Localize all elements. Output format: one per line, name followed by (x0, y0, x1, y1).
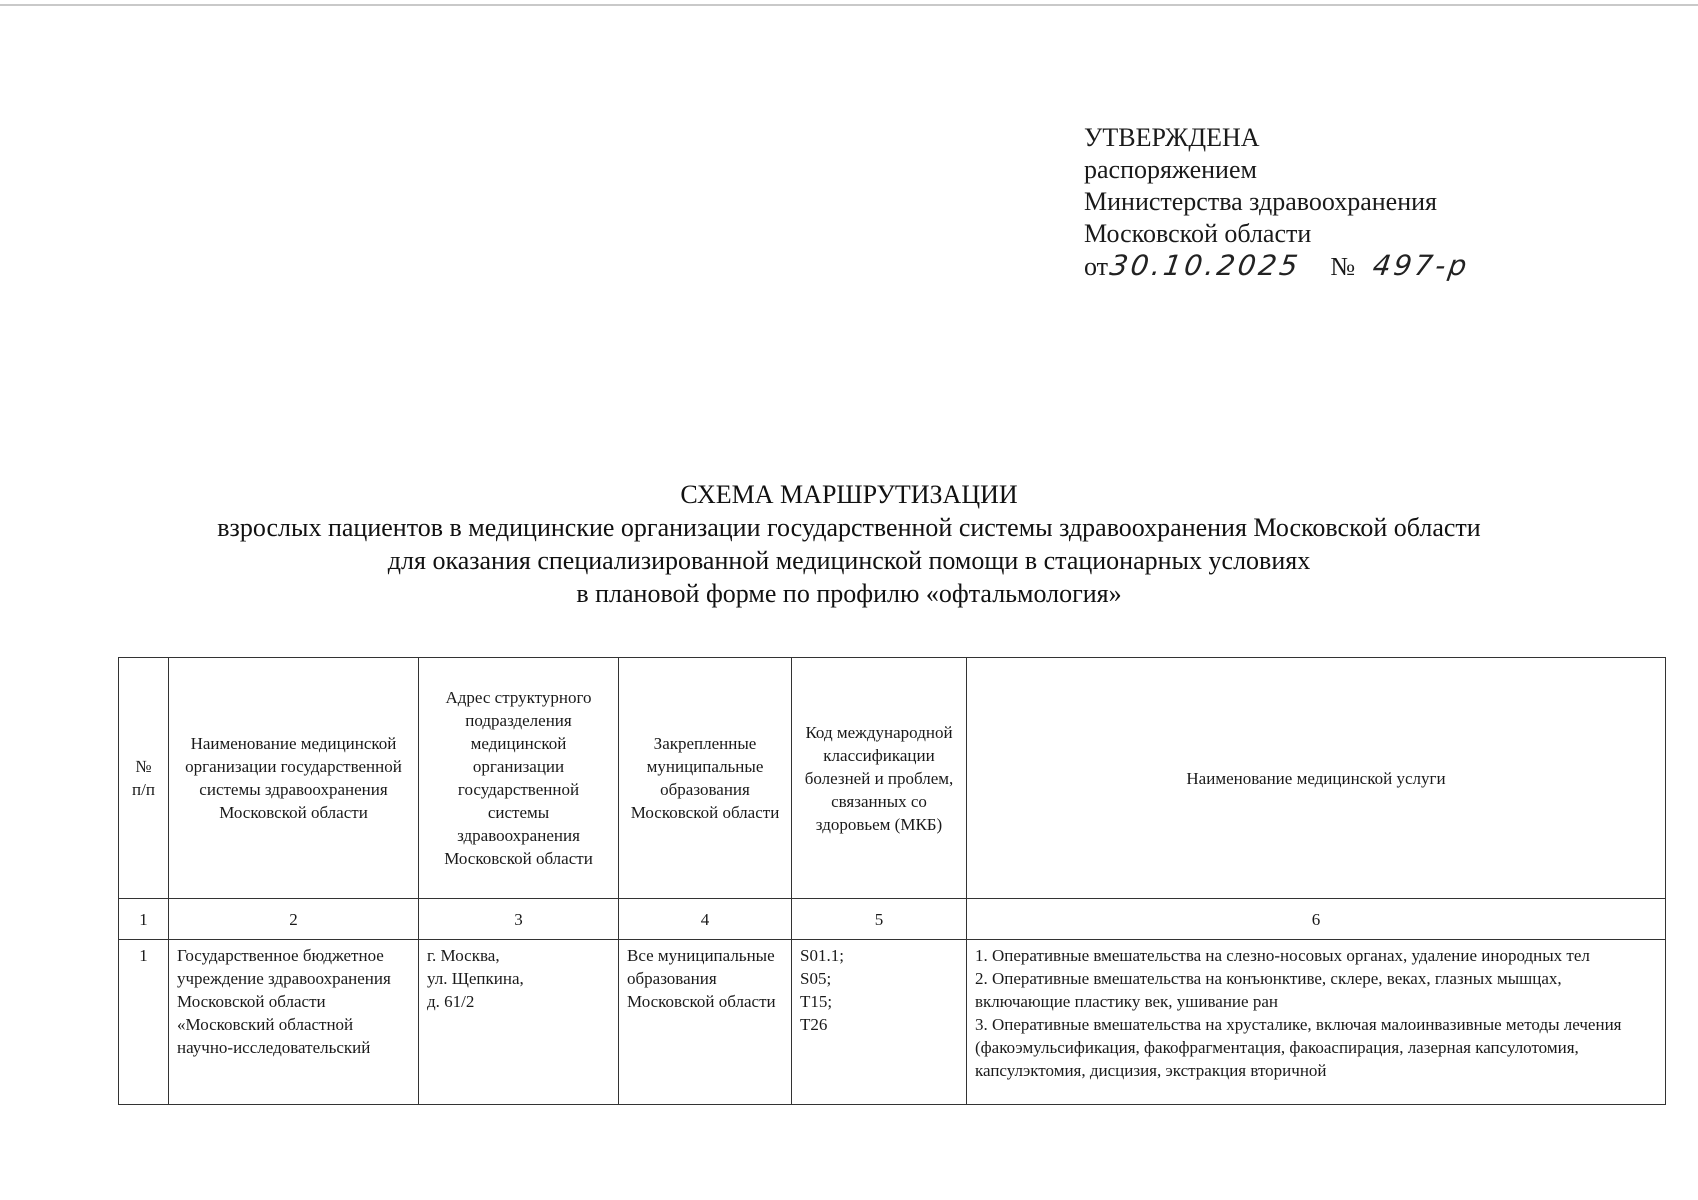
routing-table (118, 657, 1666, 1105)
row-icd-codes (792, 940, 967, 1105)
approval-stamp-block (1084, 122, 1644, 283)
approval-number-label: № (1330, 252, 1356, 281)
icd-code: S05; (800, 969, 832, 988)
column-number: 3 (419, 899, 619, 940)
column-number: 5 (792, 899, 967, 940)
row-municipalities: Все муниципальные образования Московской области (619, 940, 792, 1105)
header-icd-code: Код международной классификации болезней и проблем, связанных со здоровьем (МКБ) (792, 658, 967, 899)
address-line: г. Москва, (427, 946, 500, 965)
approval-date-number-line (1084, 250, 1644, 283)
approval-number: 497-р (1370, 249, 1472, 282)
row-number: 1 (119, 940, 169, 1105)
header-municipalities: Закрепленные муниципальные образования Московской области (619, 658, 792, 899)
service-item: 1. Оперативные вмешательства на слезно-носовых органах, удаление инородных тел (975, 946, 1590, 965)
header-number: № п/п (119, 658, 169, 899)
table-header-row (119, 658, 1666, 899)
address-line: д. 61/2 (427, 992, 475, 1011)
table-row (119, 940, 1666, 1105)
approval-region: Московской области (1084, 219, 1312, 248)
column-number: 1 (119, 899, 169, 940)
icd-code: T15; (800, 992, 833, 1011)
document-subtitle-line-2: для оказания специализированной медицинской помощи в стационарных условиях (387, 546, 1311, 575)
icd-code: T26 (800, 1015, 828, 1034)
document-title-block (0, 478, 1698, 610)
column-number-row (119, 899, 1666, 940)
approval-order-type: распоряжением (1084, 155, 1257, 184)
document-subtitle-line-1: взрослых пациентов в медицинские организации государственной системы здравоохранения Московской области (217, 513, 1481, 542)
row-address (419, 940, 619, 1105)
approval-ministry: Министерства здравоохранения (1084, 187, 1437, 216)
header-medical-service: Наименование медицинской услуги (967, 658, 1666, 899)
column-number: 6 (967, 899, 1666, 940)
column-number: 4 (619, 899, 792, 940)
approval-date: 30.10.2025 (1107, 249, 1303, 282)
approval-heading: УТВЕРЖДЕНА (1084, 123, 1260, 152)
scan-top-edge (0, 4, 1698, 6)
column-number: 2 (169, 899, 419, 940)
header-organization: Наименование медицинской организации государственной системы здравоохранения Московской области (169, 658, 419, 899)
service-item: 3. Оперативные вмешательства на хрусталике, включая малоинвазивные методы лечения (факоэмульсификация, факофрагментация, факоаспирация, лазерная капсулотомия, капсулэктомия, дисцизия, экстракция вторичной (975, 1015, 1622, 1080)
icd-code: S01.1; (800, 946, 844, 965)
address-line: ул. Щепкина, (427, 969, 524, 988)
document-title: СХЕМА МАРШРУТИЗАЦИИ (680, 480, 1018, 509)
approval-from-label: от (1084, 252, 1109, 281)
header-address: Адрес структурного подразделения медицинской организации государственной системы здравоохранения Московской области (419, 658, 619, 899)
row-services (967, 940, 1666, 1105)
document-subtitle-line-3: в плановой форме по профилю «офтальмология» (576, 579, 1122, 608)
row-organization: Государственное бюджетное учреждение здравоохранения Московской области «Московский областной научно-исследовательский (169, 940, 419, 1105)
service-item: 2. Оперативные вмешательства на конъюнктиве, склере, веках, глазных мышцах, включающие пластику век, ушивание ран (975, 969, 1562, 1011)
